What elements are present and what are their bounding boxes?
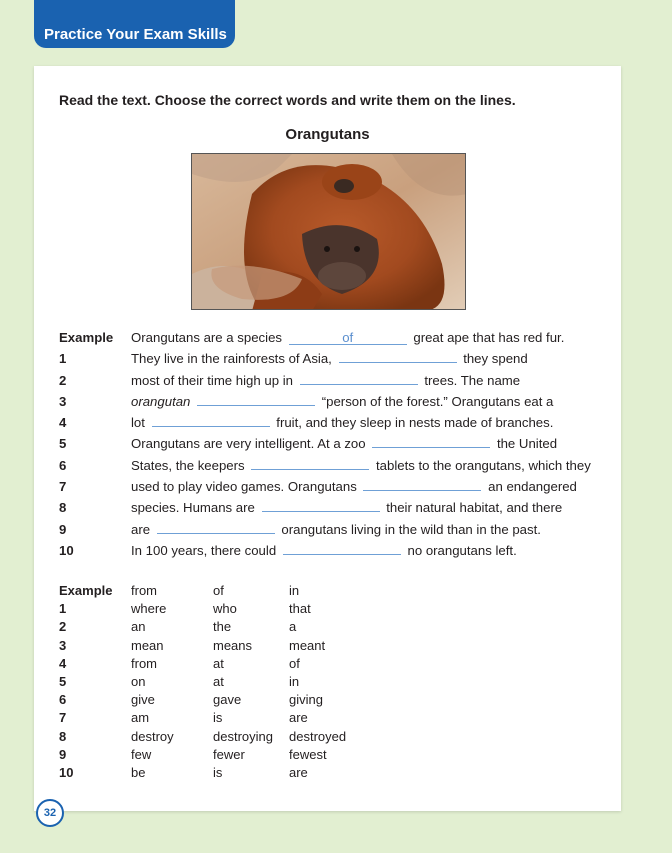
option-number: 3 (59, 637, 67, 653)
option-a: where (131, 601, 167, 617)
option-a: be (131, 764, 146, 780)
option-c: meant (289, 637, 326, 653)
page-number-badge (36, 799, 64, 827)
option-a: an (131, 619, 146, 635)
option-a: from (131, 655, 157, 671)
answer-blank-8[interactable] (262, 498, 380, 512)
text-before: They live in the rainforests of Asia, (131, 351, 332, 367)
option-c: in (289, 583, 300, 598)
text-after: great ape that has red fur. (413, 330, 565, 345)
text-row-2 (59, 370, 619, 391)
text-after: fruit, and they sleep in nests made of branches. (276, 415, 554, 431)
text-row-3 (59, 391, 619, 412)
text-row-5 (59, 433, 619, 454)
option-c: fewest (289, 746, 327, 762)
option-a: destroy (131, 728, 174, 744)
row-number: 8 (59, 500, 67, 516)
answer-blank-2[interactable] (300, 371, 418, 385)
answer-blank-example: of (289, 331, 407, 345)
option-number: 7 (59, 710, 67, 726)
option-b: destroying (213, 728, 273, 744)
option-a: from (131, 583, 157, 598)
option-a: few (131, 746, 152, 762)
option-row-6 (59, 691, 459, 709)
text-after: their natural habitat, and there (386, 500, 563, 516)
option-c: are (289, 764, 308, 780)
orangutan-photo (191, 153, 466, 310)
answer-blank-6[interactable] (251, 456, 369, 470)
option-b: fewer (213, 746, 245, 762)
text-after: trees. The name (424, 372, 521, 388)
answer-blank-4[interactable] (152, 413, 270, 427)
option-b: is (213, 710, 223, 726)
row-number: Example (59, 330, 114, 345)
text-after: orangutans living in the wild than in the past. (281, 521, 541, 537)
text-before: are (131, 521, 151, 537)
exercise-card (34, 66, 621, 811)
text-after: an endangered (488, 479, 577, 495)
text-after: tablets to the orangutans, which they (375, 457, 591, 473)
option-row-9 (59, 746, 459, 764)
text-after: no orangutans left. (407, 542, 517, 558)
row-number: 3 (59, 393, 67, 409)
option-number: 10 (59, 764, 74, 780)
row-number: 6 (59, 457, 67, 473)
option-row-4 (59, 655, 459, 673)
text-before: Orangutans are a species (131, 330, 283, 345)
option-number: 9 (59, 746, 67, 762)
option-b: gave (213, 692, 242, 708)
answer-blank-7[interactable] (363, 477, 481, 491)
option-b: who (213, 601, 237, 617)
option-b: is (213, 764, 223, 780)
answer-blank-10[interactable] (283, 541, 401, 555)
text-row-10 (59, 540, 619, 561)
section-title: Practice Your Exam Skills (44, 26, 227, 43)
passage-text (59, 327, 619, 561)
option-a: on (131, 673, 146, 689)
option-number: 4 (59, 655, 67, 671)
instructions: Read the text. Choose the correct words and write them on the lines. (59, 92, 516, 108)
text-row-example (59, 327, 619, 348)
text-before: used to play video games. Orangutans (131, 479, 357, 495)
text-before: States, the keepers (131, 457, 245, 473)
answer-blank-3[interactable] (197, 392, 315, 406)
option-c: in (289, 673, 300, 689)
answer-blank-9[interactable] (157, 520, 275, 534)
option-row-10 (59, 764, 459, 782)
option-row-example (59, 582, 459, 600)
passage-title: Orangutans (285, 126, 370, 143)
text-before: orangutan (131, 393, 191, 409)
option-c: giving (289, 692, 323, 708)
option-number: 6 (59, 692, 67, 708)
row-number: 4 (59, 415, 67, 431)
text-before: In 100 years, there could (131, 542, 277, 558)
page-number: 32 (43, 807, 57, 819)
option-number: 5 (59, 673, 67, 689)
text-row-9 (59, 519, 619, 540)
text-row-7 (59, 476, 619, 497)
option-row-3 (59, 637, 459, 655)
option-number: 8 (59, 728, 67, 744)
option-b: means (213, 637, 253, 653)
option-a: give (131, 692, 155, 708)
option-c: are (289, 710, 308, 726)
text-row-4 (59, 412, 619, 433)
option-b: at (213, 673, 224, 689)
option-c: of (289, 655, 300, 671)
row-number: 7 (59, 479, 67, 495)
option-a: mean (131, 637, 164, 653)
option-row-1 (59, 600, 459, 618)
option-c: destroyed (289, 728, 347, 744)
option-number: 1 (59, 601, 67, 617)
section-header-tab (34, 0, 235, 48)
text-after: “person of the forest.” Orangutans eat a (321, 393, 554, 409)
option-number: 2 (59, 619, 67, 635)
option-number: Example (59, 583, 113, 598)
row-number: 5 (59, 436, 67, 452)
word-options (59, 582, 459, 782)
option-row-5 (59, 673, 459, 691)
text-before: Orangutans are very intelligent. At a zoo (131, 436, 366, 452)
text-before: most of their time high up in (131, 372, 293, 388)
text-row-8 (59, 497, 619, 518)
row-number: 9 (59, 521, 67, 537)
text-after: they spend (463, 351, 528, 367)
text-before: lot (131, 415, 145, 431)
row-number: 1 (59, 351, 67, 367)
option-b: at (213, 655, 224, 671)
text-before: species. Humans are (131, 500, 255, 516)
option-b: of (213, 583, 224, 598)
option-c: that (289, 601, 311, 617)
option-row-2 (59, 618, 459, 636)
text-row-6 (59, 455, 619, 476)
option-row-8 (59, 728, 459, 746)
text-after: the United (496, 436, 558, 452)
row-number: 2 (59, 372, 67, 388)
text-row-1 (59, 348, 619, 369)
option-c: a (289, 619, 297, 635)
option-a: am (131, 710, 150, 726)
answer-blank-1[interactable] (339, 349, 457, 363)
answer-blank-5[interactable] (372, 434, 490, 448)
option-row-7 (59, 709, 459, 727)
option-b: the (213, 619, 232, 635)
orangutan-photo-icon (192, 154, 466, 310)
row-number: 10 (59, 542, 74, 558)
